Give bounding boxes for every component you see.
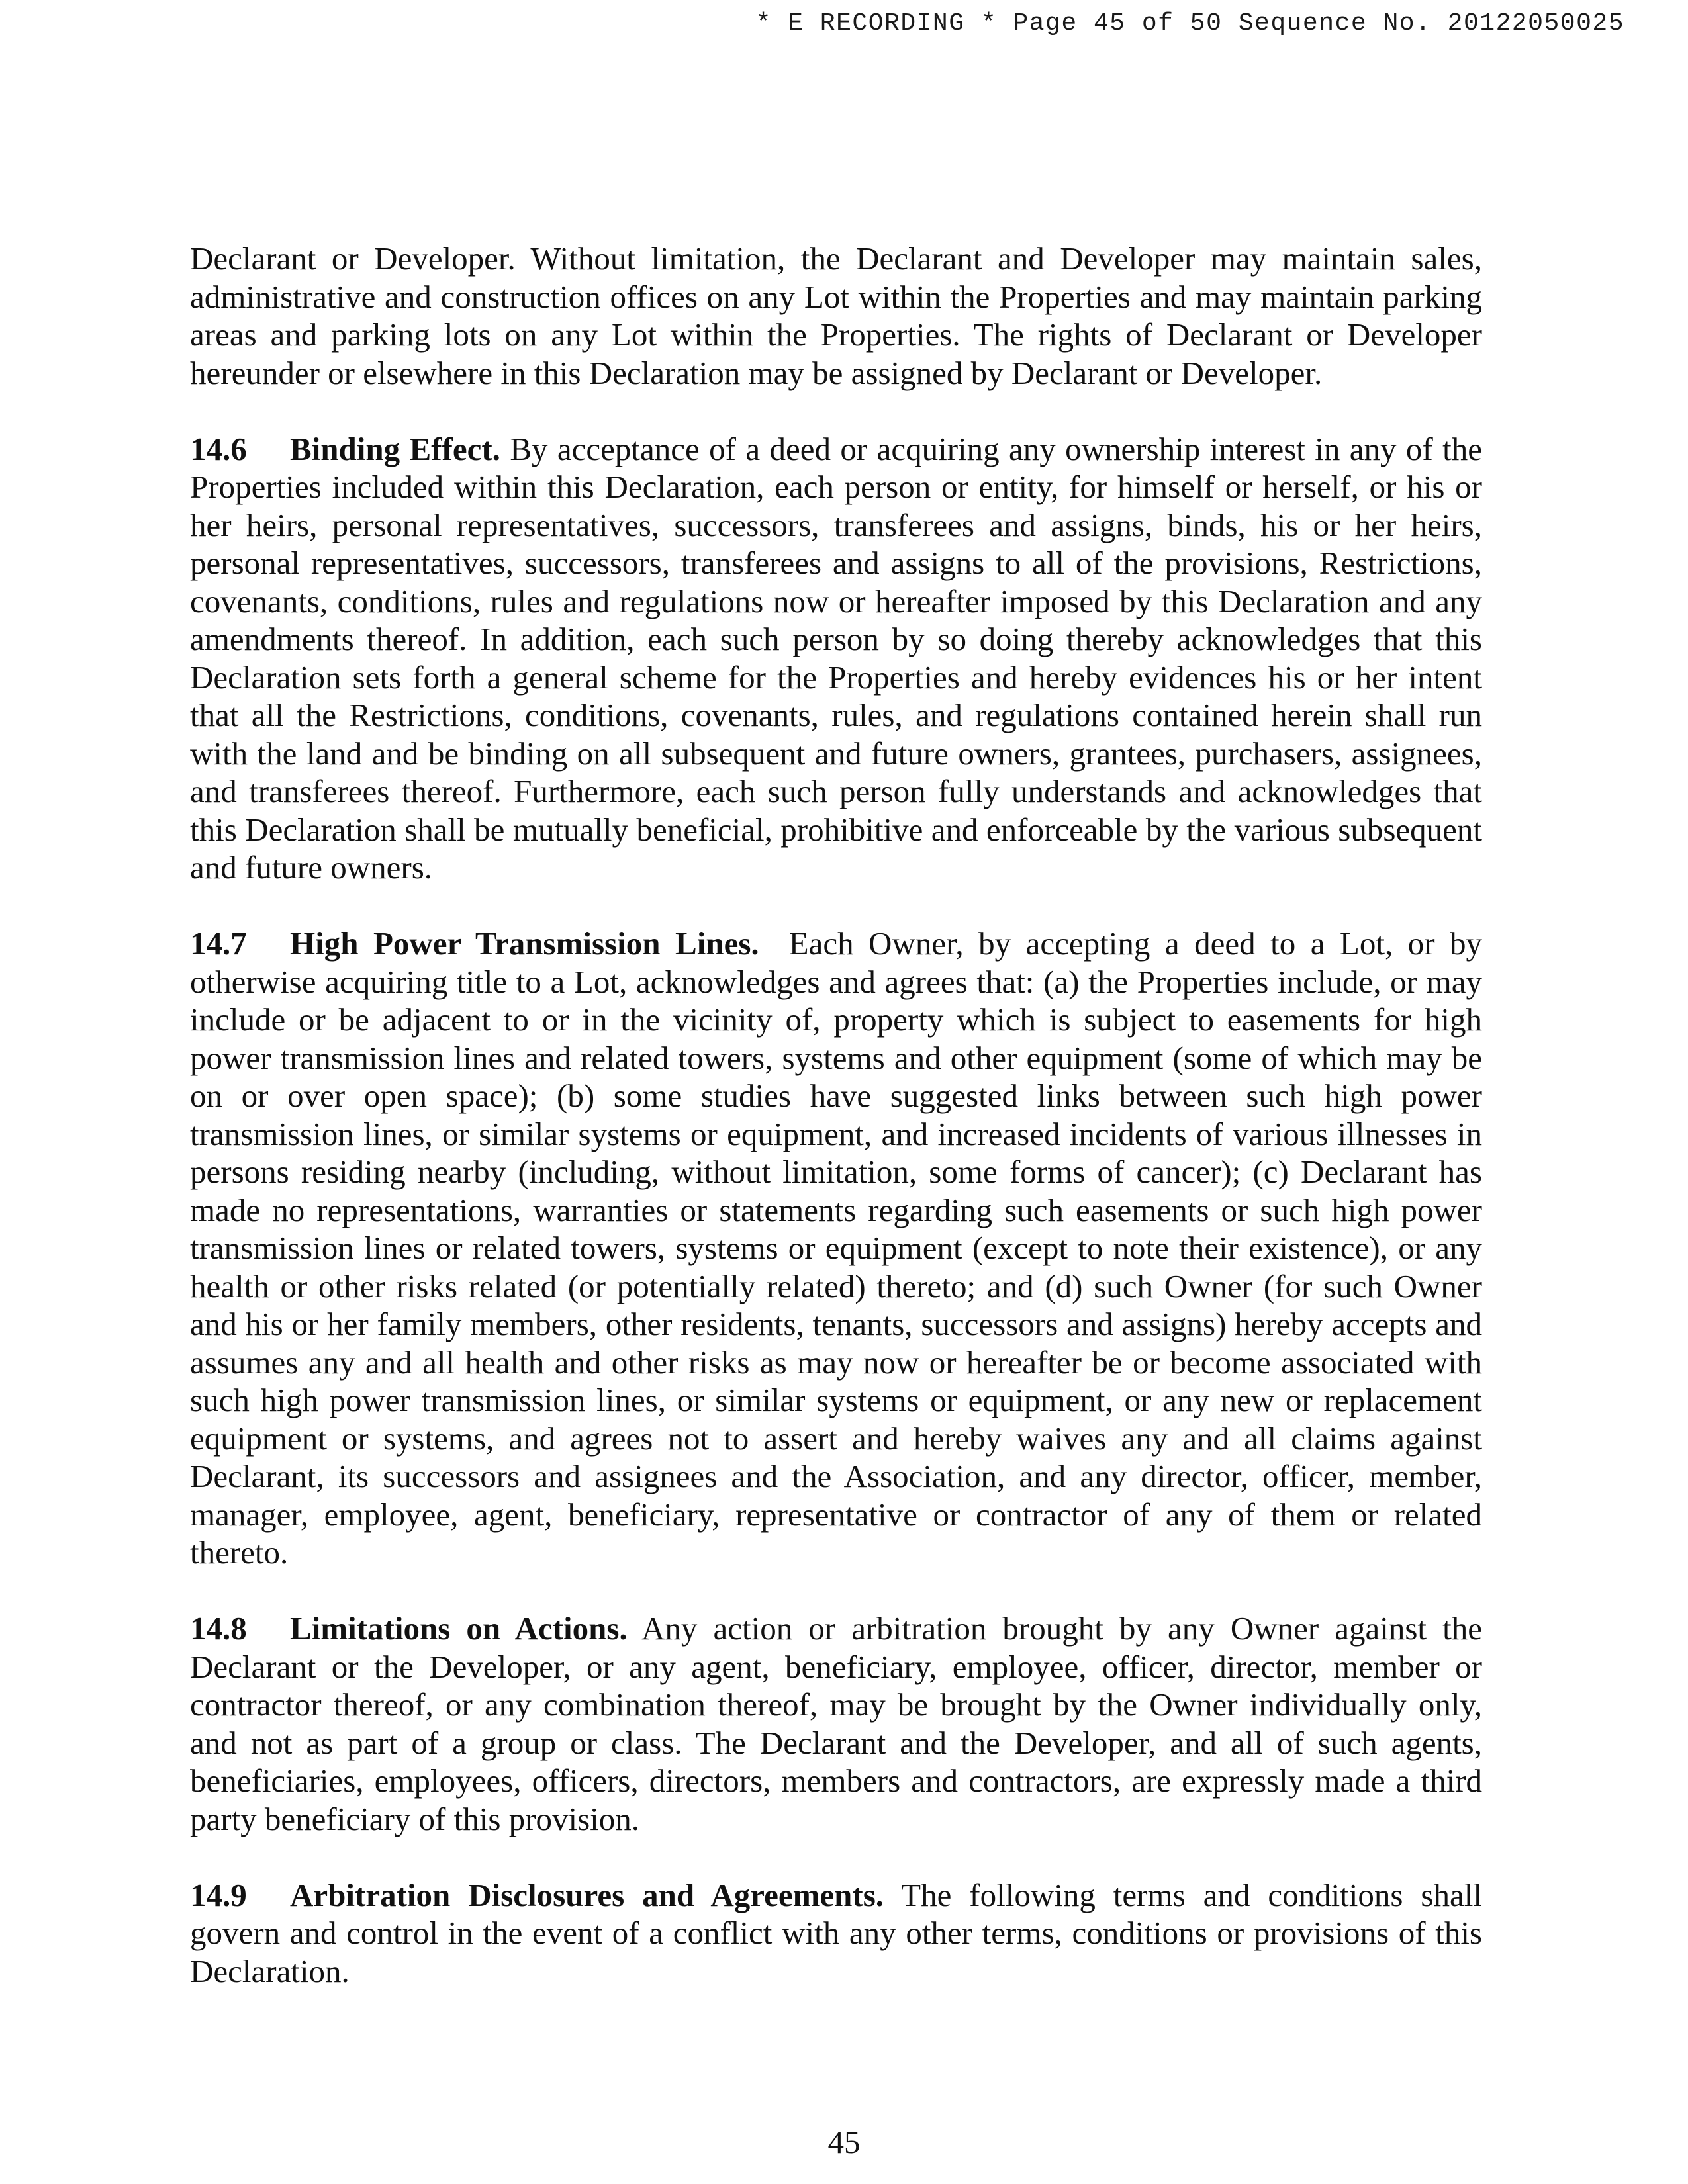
section-number: 14.8 [190, 1610, 247, 1647]
section-body: Any action or arbitration brought by any Owner against the Declarant or the Developer, or any agent, beneficiary, employee, officer, director, member or contractor thereof, or any combination thereof, may be brought by the Owner individually only, and not as part of a group or class. The Declarant and the Developer, and all of such agents, beneficiaries, employees, officers, directors, members and contractors, are expressly made a third party beneficiary of this provision. [190, 1610, 1482, 1837]
recording-stamp: * E RECORDING * Page 45 of 50 Sequence No. 20122050025 [755, 9, 1624, 38]
section-number: 14.9 [190, 1876, 247, 1913]
section-body: Each Owner, by accepting a deed to a Lot, or by otherwise acquiring title to a Lot, acknowledges and agrees that: (a) the Properties include, or may include or be adjacent to or in the vicinity of, property which is subject to easements for high power transmission lines and related towers, systems and other equipment (some of which may be on or over open space); (b) some studies have suggested links between such high power transmission lines, or similar systems or equipment, and increased incidents of various illnesses in persons residing nearby (including, without limitation, some forms of cancer); (c) Declarant has made no representations, warranties or statements regarding such easements or such high power transmission lines or related towers, systems or equipment (except to note their existence), or any health or other risks related (or potentially related) thereto; and (d) such Owner (for such Owner and his or her family members, other residents, tenants, successors and assigns) hereby accepts and assumes any and all health and other risks as may now or hereafter be or become associated with such high power transmission lines, or similar systems or equipment, or any new or replacement equipment or systems, and agrees not to assert and hereby waives any and all claims against Declarant, its successors and assignees and the Association, and any director, officer, member, manager, employee, agent, beneficiary, representative or contractor of any of them or related thereto. [190, 925, 1483, 1570]
section-heading: High Power Transmission Lines. [290, 925, 759, 962]
section-number: 14.6 [190, 430, 247, 467]
continuation-paragraph: Declarant or Developer. Without limitation, the Declarant and Developer may maintain sales, administrative and construction offices on any Lot within the Properties and may maintain parking areas and parking lots on any Lot within the Properties. The rights of Declarant or Developer hereunder or elsewhere in this Declaration may be assigned by Declarant or Developer. [190, 240, 1482, 391]
section-heading: Limitations on Actions. [290, 1610, 628, 1647]
section-14-7 [190, 925, 1482, 1572]
page-number: 45 [827, 2124, 861, 2160]
section-14-6 [190, 430, 1482, 887]
section-heading: Binding Effect. [290, 430, 500, 467]
document-body [190, 240, 1482, 2028]
section-body: The following terms and conditions shall govern and control in the event of a conflict with any other terms, conditions or provisions of this Declaration. [190, 1876, 1482, 1989]
section-body: By acceptance of a deed or acquiring any ownership interest in any of the Properties included within this Declaration, each person or entity, for himself or herself, or his or her heirs, personal representatives, successors, transferees and assigns, binds, his or her heirs, personal representatives, successors, transferees and assigns to all of the provisions, Restrictions, covenants, conditions, rules and regulations now or hereafter imposed by this Declaration and any amendments thereof. In addition, each such person by so doing thereby acknowledges that this Declaration sets forth a general scheme for the Properties and hereby evidences his or her intent that all the Restrictions, conditions, covenants, rules, and regulations contained herein shall run with the land and be binding on all subsequent and future owners, grantees, purchasers, assignees, and transferees thereof. Furthermore, each such person fully understands and acknowledges that this Declaration shall be mutually beneficial, prohibitive and enforceable by the various subsequent and future owners. [190, 430, 1483, 886]
section-14-9 [190, 1876, 1482, 1991]
section-14-8 [190, 1610, 1482, 1838]
section-number: 14.7 [190, 925, 247, 962]
section-heading: Arbitration Disclosures and Agreements. [290, 1876, 884, 1913]
